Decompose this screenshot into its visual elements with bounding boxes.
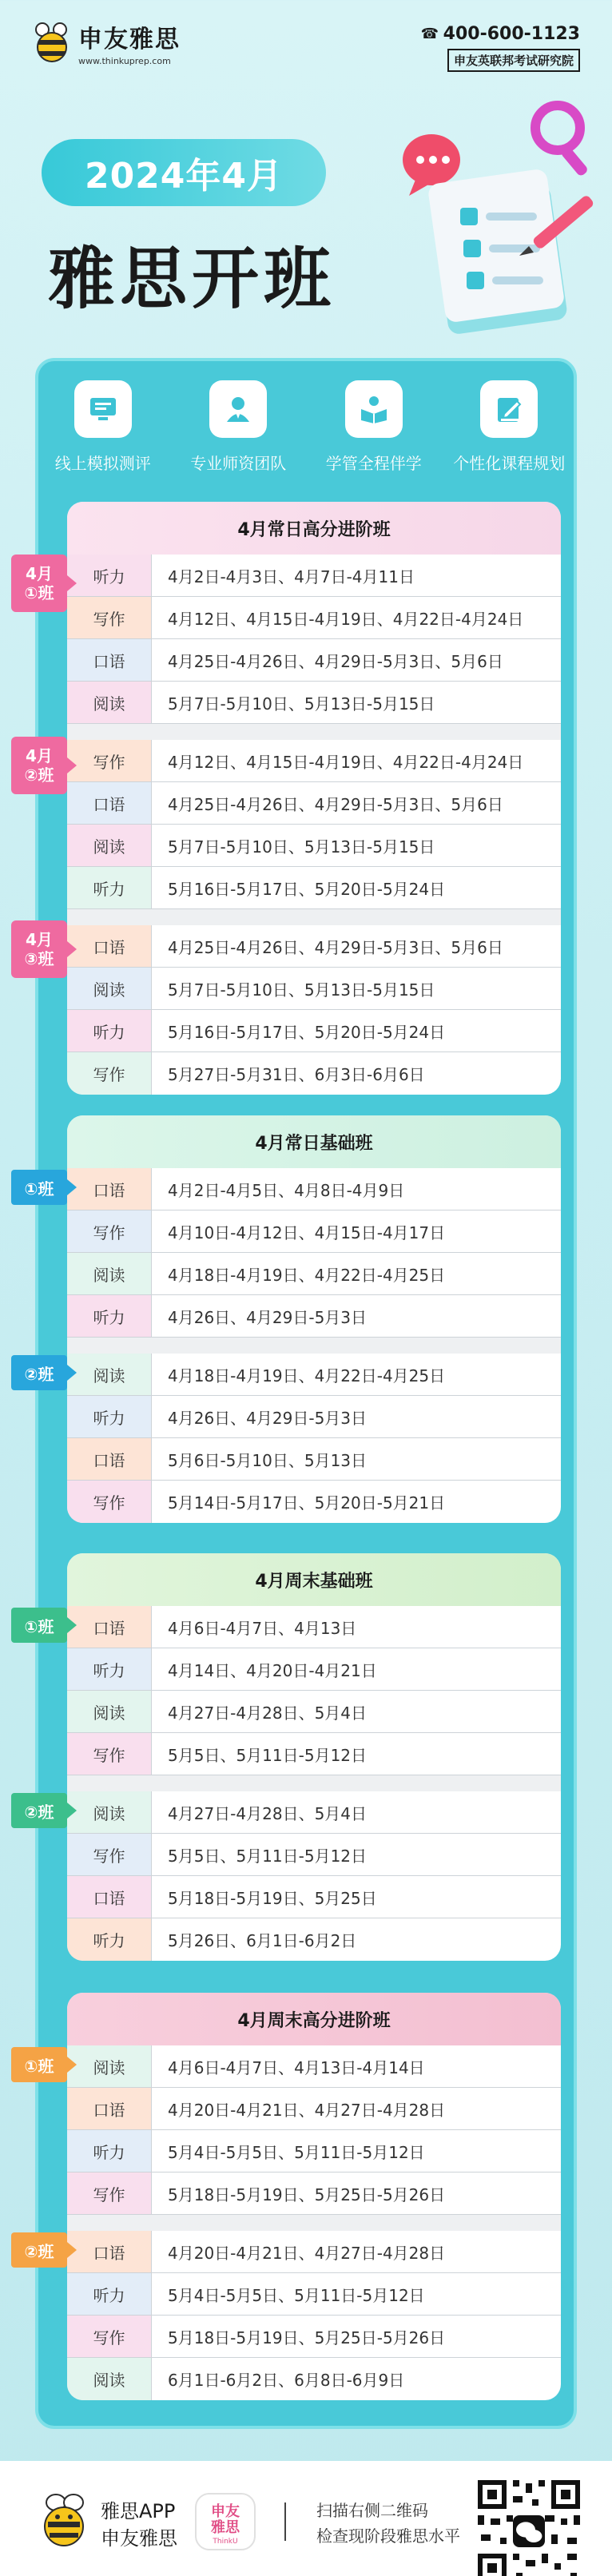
feature-teachers [174,380,302,487]
dates-cell: 5月18日-5月19日、5月25日-5月26日 [168,2184,446,2204]
subject-cell: 口语 [67,1168,152,1210]
dates-cell: 5月7日-5月10日、5月13日-5月15日 [168,694,435,714]
brand-logo[interactable] [32,19,181,66]
dates-cell: 5月14日-5月17日、5月20日-5月21日 [168,1493,446,1513]
divider [284,2502,286,2541]
class-tag-april-3 [11,920,67,978]
feature-label: 线上模拟测评 [54,454,151,473]
tag-label: ②班 [24,1364,54,1384]
class-tag-1 [11,1608,67,1643]
dates-cell: 4月27日-4月28日、5月4日 [168,1703,368,1723]
subject-cell: 听力 [67,2130,152,2172]
dates-cell: 5月5日、5月11日-5月12日 [168,1846,368,1866]
subject-cell: 写作 [67,2316,152,2357]
subject-cell: 阅读 [67,1791,152,1833]
tag-label: ②班 [24,2241,54,2261]
checklist-illustration-icon [360,96,607,336]
subject-cell: 口语 [67,1606,152,1648]
dates-cell: 5月26日、6月1日-6月2日 [168,1931,357,1950]
brand-url: www.thinkuprep.com [78,56,171,66]
dates-cell: 4月2日-4月5日、4月8日-4月9日 [168,1180,405,1200]
tag-label: 4月 [26,746,53,765]
subject-cell: 写作 [67,1210,152,1252]
subject-cell: 写作 [67,2173,152,2214]
dates-cell: 5月27日-5月31日、6月3日-6月6日 [168,1065,425,1084]
subject-cell: 阅读 [67,968,152,1009]
tag-label: ②班 [24,1802,54,1822]
subject-cell: 口语 [67,1438,152,1480]
app-icon-sub: ThinkU [213,2538,238,2546]
dates-cell: 4月18日-4月19日、4月22日-4月25日 [168,1265,446,1285]
subject-cell: 阅读 [67,682,152,723]
tag-label: ①班 [24,1179,54,1199]
dates-cell: 5月18日-5月19日、5月25日 [168,1888,377,1908]
dates-cell: 4月25日-4月26日、4月29日-5月3日、5月6日 [168,794,503,814]
tag-label: 4月 [26,930,53,949]
class-tag-2 [11,1793,67,1828]
subject-cell: 口语 [67,1876,152,1918]
footer [0,2461,612,2576]
brand-name: 申友雅思 [78,26,181,54]
tag-label: ①班 [24,583,54,602]
subject-cell: 阅读 [67,1691,152,1732]
bee-mascot-icon [32,21,72,66]
scan-line: 检查现阶段雅思水平 [316,2526,460,2546]
tag-label: ①班 [24,1616,54,1636]
phone-icon: ☎ [420,25,439,42]
subject-cell: 阅读 [67,825,152,866]
study-icon [345,380,403,438]
dates-cell: 5月6日-5月10日、5月13日 [168,1450,368,1470]
scan-line: 扫描右侧二维码 [316,2501,428,2520]
dates-cell: 5月16日-5月17日、5月20日-5月24日 [168,879,446,899]
dates-cell: 4月18日-4月19日、4月22日-4月25日 [168,1366,446,1385]
subject-cell: 写作 [67,597,152,638]
feature-label: 学管全程伴学 [325,454,422,473]
subject-cell: 听力 [67,867,152,908]
dates-cell: 4月12日、4月15日-4月19日、4月22日-4月24日 [168,609,524,629]
dates-cell: 4月25日-4月26日、4月29日-5月3日、5月6日 [168,937,503,957]
subject-cell: 听力 [67,2273,152,2315]
subject-cell: 口语 [67,2088,152,2129]
dates-cell: 5月4日-5月5日、5月11日-5月12日 [168,2142,425,2162]
qr-code-icon[interactable] [475,2477,583,2576]
class-group [67,740,561,909]
feature-study-management [310,380,438,487]
subject-cell: 听力 [67,1295,152,1337]
feature-label: 专业师资团队 [190,454,287,473]
app-line: 雅思APP [101,2500,176,2522]
subject-cell: 写作 [67,1052,152,1095]
dates-cell: 5月18日-5月19日、5月25日-5月26日 [168,2328,446,2347]
subject-cell: 阅读 [67,1354,152,1395]
class-group [67,1791,561,1961]
subject-cell: 写作 [67,740,152,781]
scan-prompt [316,2498,460,2549]
section-weekend-basic [67,1553,561,1961]
contact-block [421,24,580,72]
page-title: 雅思开班 [48,240,336,318]
tag-label: ①班 [24,2056,54,2076]
class-group [67,2231,561,2400]
phone-text: 400-600-1123 [443,24,580,44]
subject-cell: 写作 [67,1733,152,1775]
dates-cell: 4月26日、4月29日-5月3日 [168,1408,368,1428]
subject-cell: 听力 [67,1918,152,1961]
class-tag-april-2 [11,737,67,794]
institute-label: 申友英联邦考试研究院 [447,49,580,72]
subject-cell: 听力 [67,1648,152,1690]
year-pill: 2024年4月 [42,139,326,206]
class-group [67,555,561,724]
dates-cell: 4月6日-4月7日、4月13日 [168,1618,357,1638]
phone-number[interactable] [421,24,580,44]
subject-cell: 写作 [67,1481,152,1523]
subject-cell: 阅读 [67,1253,152,1294]
computer-icon [74,380,132,438]
section-title: 4月常日高分进阶班 [67,502,561,555]
dates-cell: 4月26日、4月29日-5月3日 [168,1307,368,1327]
subject-cell: 口语 [67,782,152,824]
app-name [101,2498,177,2552]
dates-cell: 4月14日、4月20日-4月21日 [168,1660,377,1680]
feature-course-plan [445,380,573,487]
dates-cell: 5月4日-5月5日、5月11日-5月12日 [168,2285,425,2305]
subject-cell: 听力 [67,555,152,596]
class-group [67,1606,561,1775]
app-icon[interactable] [195,2493,256,2550]
bee-mascot-icon [38,2493,89,2552]
dates-cell: 4月6日-4月7日、4月13日-4月14日 [168,2057,425,2077]
class-group [67,2045,561,2215]
subject-cell: 写作 [67,1834,152,1875]
dates-cell: 5月16日-5月17日、5月20日-5月24日 [168,1022,446,1042]
edit-plan-icon [480,380,538,438]
class-tag-1 [11,1170,67,1205]
subject-cell: 听力 [67,1396,152,1437]
app-icon-text: 申友 雅思 [211,2503,240,2536]
subject-cell: 口语 [67,639,152,681]
tag-label: ②班 [24,765,54,785]
dates-cell: 5月5日、5月11日-5月12日 [168,1745,368,1765]
tag-label: ③班 [24,949,54,968]
dates-cell: 4月12日、4月15日-4月19日、4月22日-4月24日 [168,752,524,772]
subject-cell: 口语 [67,925,152,967]
dates-cell: 6月1日-6月2日、6月8日-6月9日 [168,2371,405,2390]
subject-cell: 阅读 [67,2045,152,2087]
dates-cell: 4月2日-4月3日、4月7日-4月11日 [168,566,415,586]
class-tag-2 [11,1355,67,1390]
subject-cell: 阅读 [67,2358,152,2400]
subject-cell: 口语 [67,2231,152,2272]
section-weekend-advanced [67,1993,561,2400]
features-row [35,380,577,487]
dates-cell: 4月27日-4月28日、5月4日 [168,1803,368,1823]
feature-label: 个性化课程规划 [453,454,566,473]
dates-cell: 4月20日-4月21日、4月27日-4月28日 [168,2100,446,2120]
section-title: 4月周末高分进阶班 [67,1993,561,2045]
class-tag-1 [11,2047,67,2082]
class-tag-april-1 [11,555,67,612]
teacher-icon [209,380,267,438]
tag-label: 4月 [26,564,53,583]
class-group [67,1354,561,1523]
header [0,0,612,80]
class-group [67,925,561,1095]
section-weekday-advanced [67,502,561,1095]
app-line: 申友雅思 [101,2527,177,2550]
class-group [67,1168,561,1338]
section-title: 4月周末基础班 [67,1553,561,1606]
feature-online-test [39,380,167,487]
subject-cell: 听力 [67,1010,152,1051]
section-weekday-basic [67,1115,561,1523]
dates-cell: 5月7日-5月10日、5月13日-5月15日 [168,980,435,1000]
section-title: 4月常日基础班 [67,1115,561,1168]
dates-cell: 4月20日-4月21日、4月27日-4月28日 [168,2243,446,2263]
dates-cell: 4月25日-4月26日、4月29日-5月3日、5月6日 [168,651,503,671]
dates-cell: 5月7日-5月10日、5月13日-5月15日 [168,837,435,857]
class-tag-2 [11,2232,67,2268]
dates-cell: 4月10日-4月12日、4月15日-4月17日 [168,1222,446,1242]
